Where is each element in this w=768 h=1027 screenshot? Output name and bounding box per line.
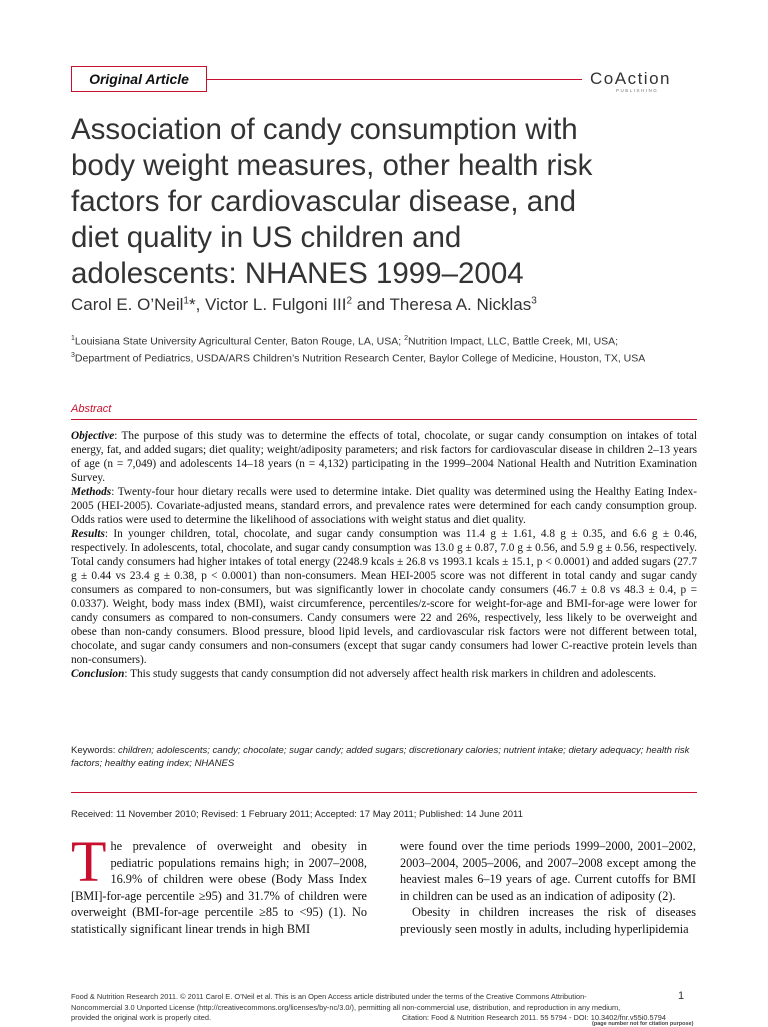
body-paragraph: he prevalence of overweight and obesity in pediatric populations remains high; in 2007–2008, 16.9% of children were obese (Body Mass Index [BMI]-for-age percentile ≥95) and 31.7% of children were overweight (BMI-for-age percentile ≥85 to <95) (1). No statistically significant linear trends in high BMI bbox=[71, 839, 367, 936]
page-number: 1 bbox=[678, 990, 685, 1002]
affil-sup: 3 bbox=[71, 352, 75, 359]
footer-license-line: Noncommercial 3.0 Unported License (http://creativecommons.org/licenses/by-nc/3.0/), permitting all non-commercial use, distribution, and reproduction in any medium, bbox=[71, 1002, 621, 1012]
footer-citation: Citation: Food & Nutrition Research 2011. 55 5794 - DOI: 10.3402/fnr.v55i0.5794 bbox=[401, 1013, 666, 1022]
abstract-section-label: Methods bbox=[71, 486, 112, 498]
author-name: Victor L. Fulgoni III bbox=[205, 295, 347, 314]
abstract-body bbox=[71, 429, 697, 681]
publisher-logo-text: CoAction bbox=[590, 69, 671, 88]
affiliation: Nutrition Impact, LLC, Battle Creek, MI, USA; bbox=[408, 335, 619, 348]
body-column-right bbox=[400, 838, 696, 938]
keywords-list: children; adolescents; candy; chocolate; sugar candy; added sugars; discretionary calories; nutrient intake; dietary adequacy; health risk factors; healthy eating index; NHANES bbox=[71, 745, 690, 769]
body-column-left bbox=[71, 829, 367, 938]
abstract-section-label: Objective bbox=[71, 430, 115, 442]
author-affil-sup: 3 bbox=[531, 295, 537, 307]
author-affil-sup: 1 bbox=[183, 295, 189, 307]
abstract-objective bbox=[71, 429, 697, 485]
header-rule bbox=[207, 79, 582, 80]
affiliation: Louisiana State University Agricultural Center, Baton Rouge, LA, USA; bbox=[74, 335, 405, 348]
drop-cap: T bbox=[71, 829, 107, 894]
affil-sup: 2 bbox=[404, 335, 408, 342]
keywords-label: Keywords: bbox=[71, 745, 118, 756]
author-name: Theresa A. Nicklas bbox=[389, 295, 532, 314]
abstract-rule-top bbox=[71, 419, 697, 420]
abstract-section-label: Conclusion bbox=[71, 668, 125, 680]
body-paragraph: Obesity in children increases the risk of diseases previously seen mostly in adults, including hyperlipidemia bbox=[400, 905, 696, 936]
publication-dates: Received: 11 November 2010; Revised: 1 February 2011; Accepted: 17 May 2011; Published: 14 June 2011 bbox=[71, 809, 523, 820]
article-type-text: Original Article bbox=[89, 71, 189, 87]
keywords bbox=[71, 744, 697, 770]
abstract-section-text: : Twenty-four hour dietary recalls were used to determine intake. Diet quality was determined using the Healthy Eating Index-2005 (HEI-2005). Covariate-adjusted means, standard errors, and prevalence rates were determined for each candy consumption group. Odds ratios were used to determine the likelihood of associations with weight status and diet quality. bbox=[71, 486, 697, 526]
abstract-section-label: Results bbox=[71, 528, 105, 540]
article-type-label bbox=[71, 66, 207, 92]
body-paragraph: were found over the time periods 1999–2000, 2001–2002, 2003–2004, 2005–2006, and 2007–2008 except among the heaviest males 6–19 years of age. Current cutoffs for BMI in children can be used as an indication of adiposity (2). bbox=[400, 839, 696, 903]
affiliations bbox=[71, 332, 711, 366]
publisher-logo-subtext: PUBLISHING bbox=[616, 88, 659, 93]
publisher-logo bbox=[590, 70, 700, 98]
abstract-heading: Abstract bbox=[71, 403, 112, 415]
abstract-section-text: : In younger children, total, chocolate, and sugar candy consumption was 11.4 g ± 1.61, 4.8 g ± 0.35, and 6.6 g ± 0.46, respectively. In adolescents, total, chocolate, and sugar candy consumption was 13.0 g ± 0.87, 7.0 g ± 0.56, and 5.9 g ± 0.56, respectively. Total candy consumers had higher intakes of total energy (2248.9 kcals ± 26.8 vs 1993.1 kcals ± 15.1, p < 0.0001) and added sugars (27.7 g ± 0.44 vs 23.4 g ± 0.38, p < 0.0001) than non-consumers. Mean HEI-2005 score was not different in total candy and sugar candy consumers as compared to non-consumers, but was significantly lower in chocolate candy consumers (46.7 ± 0.8 vs 48.3 ± 0.4, p = 0.0337). Weight, body mass index (BMI), waist circumference, percentiles/z-score for weight-for-age and BMI-for-age were lower for candy consumers as compared to non-consumers. Candy consumers were 22 and 26%, respectively, less likely to be overweight and obese than non-candy consumers. Blood pressure, blood lipid levels, and cardiovascular risk factors were not different between total, chocolate, and sugar candy consumers and non-consumers (except that sugar candy consumers had lower C-reactive protein levels than non-consumers). bbox=[71, 528, 697, 666]
author-separator: *, bbox=[188, 295, 206, 314]
author-list bbox=[71, 295, 691, 315]
abstract-section-text: : The purpose of this study was to determine the effects of total, chocolate, or sugar candy consumption on intakes of total energy, fat, and added sugars; diet quality; weight/adiposity parameters; and risk factors for cardiovascular disease in children 2–13 years of age (n = 7,049) and adolescents 14–18 years (n = 4,132) participating in the 1999–2004 National Health and Nutrition Examination Survey. bbox=[71, 430, 697, 484]
author-affil-sup: 2 bbox=[346, 295, 353, 307]
abstract-results bbox=[71, 527, 697, 667]
abstract-section-text: : This study suggests that candy consumption did not adversely affect health risk markers in children and adolescents. bbox=[124, 668, 657, 680]
author-name: Carol E. O’Neil bbox=[71, 295, 184, 314]
affil-sup: 1 bbox=[71, 335, 75, 342]
footer-license-line: provided the original work is properly cited. bbox=[71, 1013, 212, 1022]
affiliation: Department of Pediatrics, USDA/ARS Children’s Nutrition Research Center, Baylor College of Medicine, Houston, TX, USA bbox=[74, 352, 646, 365]
page-footer bbox=[71, 992, 666, 1024]
abstract-rule-bottom bbox=[71, 792, 697, 793]
footer-license-line: Food & Nutrition Research 2011. © 2011 Carol E. O’Neil et al. This is an Open Access article distributed under the terms of the Creative Commons Attribution- bbox=[71, 992, 587, 1001]
author-separator: and bbox=[352, 295, 390, 314]
abstract-conclusion bbox=[71, 667, 697, 681]
article-title: Association of candy consumption with body weight measures, other health risk factors for cardiovascular disease, and diet quality in US children and adolescents: NHANES 1999–2004 bbox=[71, 113, 593, 290]
abstract-methods bbox=[71, 485, 697, 527]
page-number-note: (page number not for citation purpose) bbox=[592, 1021, 694, 1027]
